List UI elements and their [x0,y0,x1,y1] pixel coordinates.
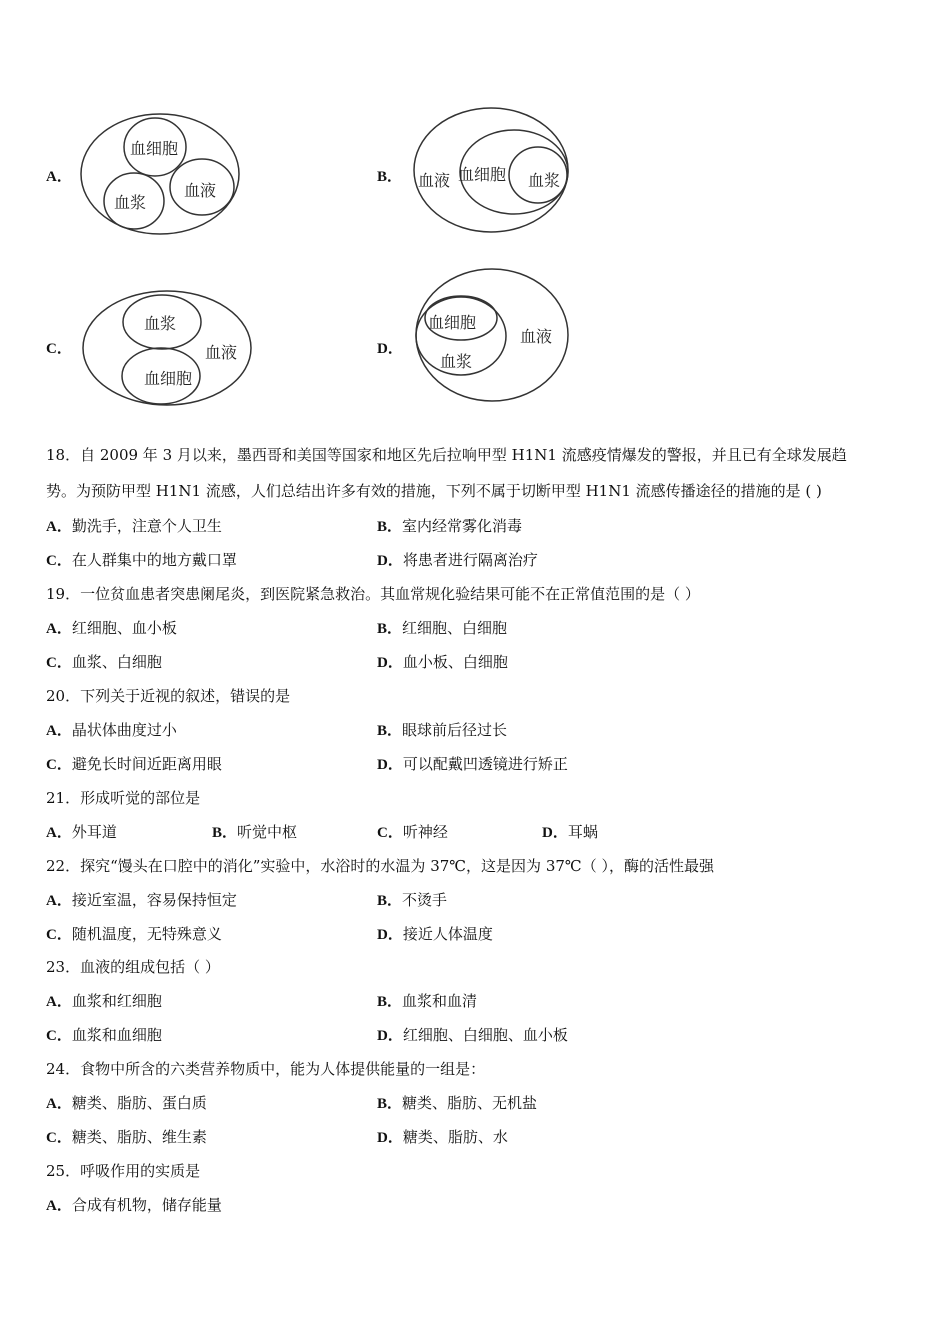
option-c-label[interactable]: C． [46,341,72,357]
label-blood-cells: 血细胞 [458,165,507,184]
question-20-stem: 20．下列关于近视的叙述，错误的是 [46,687,291,705]
question-19-option-c[interactable]: C．血浆、白细胞 [46,653,162,671]
question-18-option-a[interactable]: A．勤洗手，注意个人卫生 [46,517,222,535]
question-21-option-c[interactable]: C．听神经 [377,823,448,841]
question-24-option-d[interactable]: D．糖类、脂肪、水 [377,1128,508,1146]
question-24-stem: 24．食物中所含的六类营养物质中，能为人体提供能量的一组是： [46,1060,486,1078]
label-blood: 血液 [205,343,238,362]
question-23-option-d[interactable]: D．红细胞、白细胞、血小板 [377,1026,568,1044]
label-blood: 血液 [520,327,553,346]
question-25-stem: 25．呼吸作用的实质是 [46,1162,201,1180]
label-blood: 血液 [184,181,217,200]
question-20-option-c[interactable]: C．避免长时间近距离用眼 [46,755,222,773]
venn-diagram-a[interactable] [76,110,246,240]
question-18-option-b[interactable]: B．室内经常雾化消毒 [377,517,523,535]
question-20-option-d[interactable]: D．可以配戴凹透镜进行矫正 [377,755,568,773]
label-blood-cells: 血细胞 [130,139,179,158]
option-a-label[interactable]: A． [46,169,72,185]
question-22-option-c[interactable]: C．随机温度，无特殊意义 [46,925,222,943]
question-24-option-c[interactable]: C．糖类、脂肪、维生素 [46,1128,207,1146]
question-18-stem-line1: 18．自 2009 年 3 月以来，墨西哥和美国等国家和地区先后拉响甲型 H1N1 流感疫情爆发的警报，并且已有全球发展趋 [46,446,847,464]
question-22-option-a[interactable]: A．接近室温，容易保持恒定 [46,891,237,909]
question-22-option-b[interactable]: B．不烫手 [377,891,448,909]
label-plasma: 血浆 [114,193,147,212]
question-23-option-a[interactable]: A．血浆和红细胞 [46,992,162,1010]
venn-diagram-d[interactable] [410,265,580,410]
label-blood: 血液 [418,171,451,190]
question-19-option-a[interactable]: A．红细胞、血小板 [46,619,177,637]
question-23-option-c[interactable]: C．血浆和血细胞 [46,1026,162,1044]
question-25-option-a[interactable]: A．合成有机物，储存能量 [46,1196,222,1214]
question-20-option-a[interactable]: A．晶状体曲度过小 [46,721,177,739]
question-23-stem: 23．血液的组成包括（ ） [46,958,220,976]
question-24-option-b[interactable]: B．糖类、脂肪、无机盐 [377,1094,538,1112]
label-plasma: 血浆 [528,171,561,190]
label-plasma: 血浆 [144,314,177,333]
question-23-option-b[interactable]: B．血浆和血清 [377,992,478,1010]
question-24-option-a[interactable]: A．糖类、脂肪、蛋白质 [46,1094,207,1112]
label-blood-cells: 血细胞 [428,313,477,332]
question-21-stem: 21．形成听觉的部位是 [46,789,201,807]
question-21-option-b[interactable]: B．听觉中枢 [212,823,298,841]
question-19-option-d[interactable]: D．血小板、白细胞 [377,653,508,671]
label-plasma: 血浆 [440,352,473,371]
question-19-option-b[interactable]: B．红细胞、白细胞 [377,619,508,637]
question-22-option-d[interactable]: D．接近人体温度 [377,925,493,943]
question-18-option-d[interactable]: D．将患者进行隔离治疗 [377,551,538,569]
question-18-option-c[interactable]: C．在人群集中的地方戴口罩 [46,551,237,569]
label-blood-cells: 血细胞 [144,369,193,388]
question-19-stem: 19．一位贫血患者突患阑尾炎，到医院紧急救治。其血常规化验结果可能不在正常值范围的是（ ） [46,585,700,603]
question-20-option-b[interactable]: B．眼球前后径过长 [377,721,508,739]
option-d-label[interactable]: D． [377,341,403,357]
venn-diagram-b[interactable] [408,105,578,240]
question-21-option-a[interactable]: A．外耳道 [46,823,117,841]
option-b-label[interactable]: B． [377,169,403,185]
venn-diagram-c[interactable] [78,288,258,413]
question-22-stem: 22．探究“馒头在口腔中的消化”实验中，水浴时的水温为 37℃，这是因为 37℃（ ），酶的活性最强 [46,857,714,875]
question-18-stem-line2: 势。为预防甲型 H1N1 流感，人们总结出许多有效的措施，下列不属于切断甲型 H1N1 流感传播途径的措施的是 ( ) [46,482,822,500]
question-21-option-d[interactable]: D．耳蜗 [542,823,598,841]
